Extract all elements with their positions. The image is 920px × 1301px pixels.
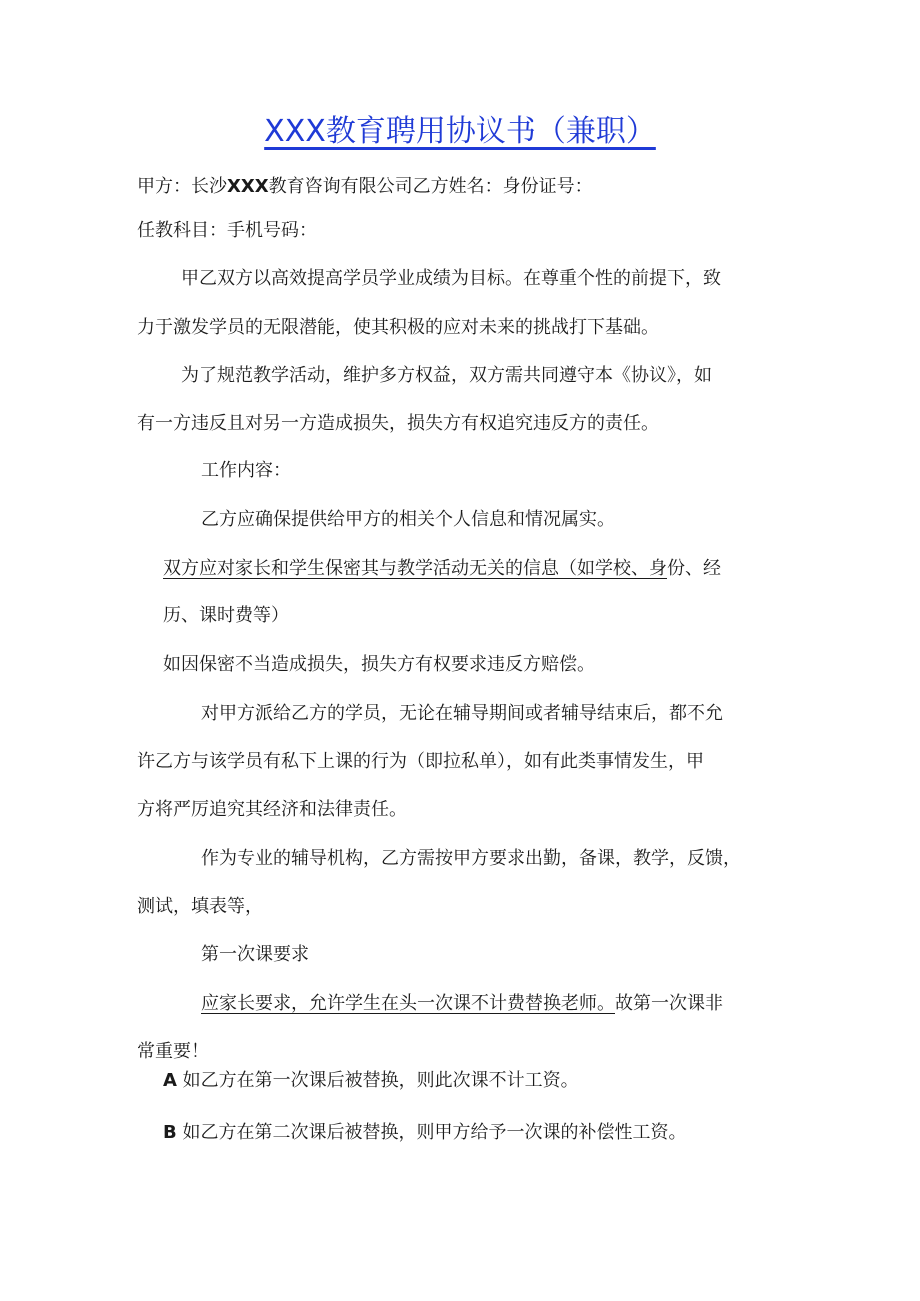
work-item-2-rest: 份、经 (667, 558, 721, 579)
party-line-prefix: 甲方：长沙 (137, 176, 227, 197)
first-class-rest: 故第一次课非 (615, 993, 723, 1014)
clause-a-text: 如乙方在第一次课后被替换，则此次课不计工资。 (182, 1070, 579, 1091)
clause-a-label: A (163, 1070, 177, 1091)
first-class-heading: 第一次课要求 (201, 944, 309, 965)
paragraph-rules-line2: 有一方违反且对另一方造成损失，损失方有权追究违反方的责任。 (137, 413, 659, 434)
work-item-1: 乙方应确保提供给甲方的相关个人信息和情况属实。 (201, 509, 615, 530)
clause-b-label: B (163, 1122, 177, 1143)
paragraph-goal-line2: 力于激发学员的无限潜能，使其积极的应对未来的挑战打下基础。 (137, 317, 659, 338)
work-item-5-line2: 测试，填表等， (137, 896, 263, 917)
clause-b (163, 1121, 686, 1145)
work-item-4-line3: 方将严厉追究其经济和法律责任。 (137, 799, 407, 820)
document-title: XXX教育聘用协议书（兼职） (264, 114, 656, 149)
clause-b-text: 如乙方在第二次课后被替换，则甲方给予一次课的补偿性工资。 (182, 1122, 687, 1143)
first-class-underlined: 应家长要求，允许学生在头一次课不计费替换老师。 (201, 993, 615, 1014)
first-class-line2: 常重要！ (137, 1041, 209, 1062)
work-item-3: 如因保密不当造成损失，损失方有权要求违反方赔偿。 (163, 654, 595, 675)
work-item-2-line1 (163, 557, 721, 581)
work-item-2-line2: 历、课时费等） (163, 605, 289, 626)
work-heading: 工作内容： (201, 460, 291, 481)
party-line-company-code: XXX (227, 176, 269, 197)
paragraph-rules-line1: 为了规范教学活动，维护多方权益，双方需共同遵守本《协议》，如 (181, 365, 712, 386)
subject-line: 任教科目：手机号码： (137, 220, 317, 241)
work-item-2-underlined: 双方应对家长和学生保密其与教学活动无关的信息（如学校、身 (163, 558, 667, 579)
party-line-suffix: 教育咨询有限公司乙方姓名：身份证号： (268, 176, 593, 197)
work-item-5-line1: 作为专业的辅导机构，乙方需按甲方要求出勤，备课，教学，反馈， (201, 848, 741, 869)
first-class-line1 (201, 992, 723, 1016)
work-item-4-line1: 对甲方派给乙方的学员，无论在辅导期间或者辅导结束后，都不允 (201, 703, 723, 724)
party-line (137, 175, 593, 199)
paragraph-goal-line1: 甲乙双方以高效提高学员学业成绩为目标。在尊重个性的前提下，致 (181, 268, 721, 289)
work-item-4-line2: 许乙方与该学员有私下上课的行为（即拉私单），如有此类事情发生，甲 (137, 751, 704, 772)
clause-a (163, 1069, 579, 1093)
